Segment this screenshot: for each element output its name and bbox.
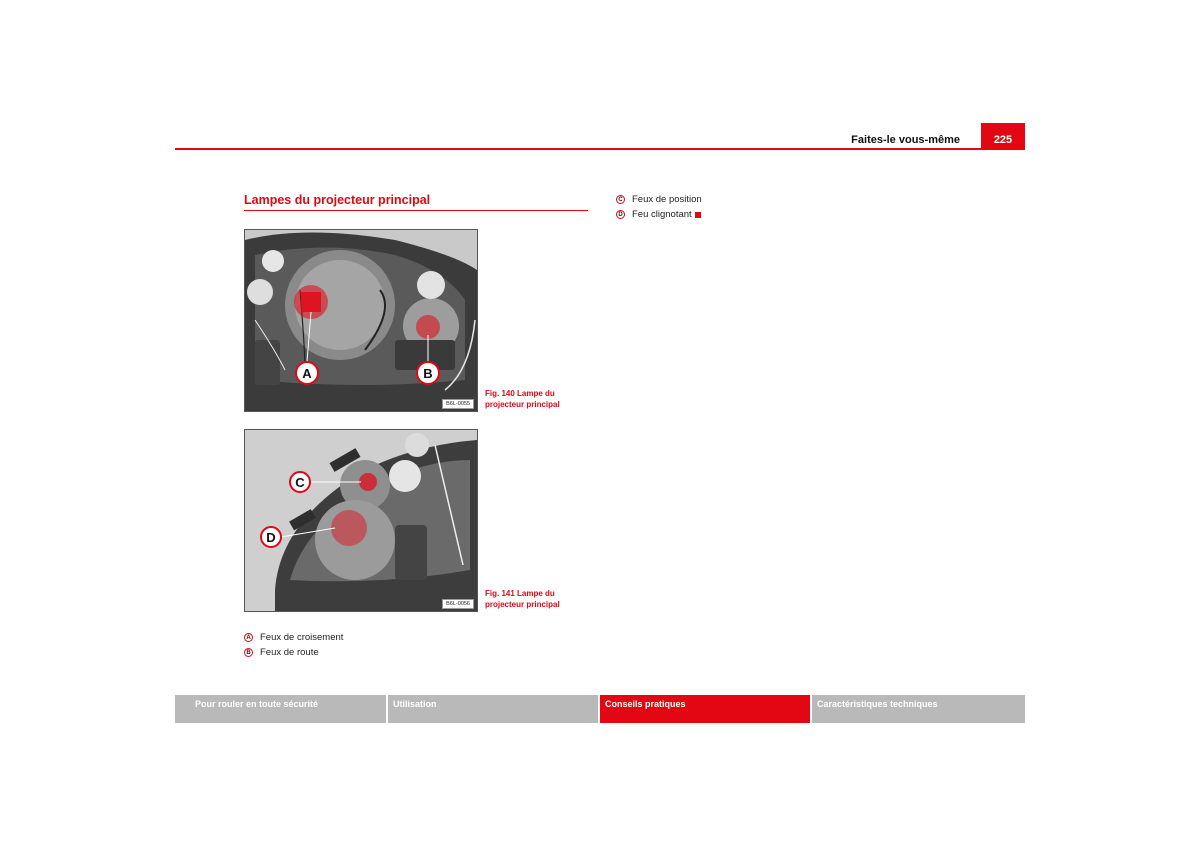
footer-nav [175, 695, 1025, 723]
svg-text:B: B [423, 366, 433, 381]
legend-letter-c: C [616, 195, 625, 204]
legend-letter-b: B [244, 648, 253, 657]
figure-141-caption: Fig. 141 Lampe du projecteur principal [485, 589, 560, 609]
bulb-d-highlight [331, 510, 367, 546]
figure-141-image [244, 429, 478, 612]
callout-b [417, 362, 439, 384]
tab-utilisation[interactable]: Utilisation [388, 695, 600, 723]
figure-code: B6L-0055 [442, 399, 474, 409]
legend-text: Feu clignotant [632, 209, 692, 220]
bulb-c-highlight [359, 473, 377, 491]
legend-text: Feux de croisement [260, 632, 344, 643]
figure-140-caption: Fig. 140 Lampe du projecteur principal [485, 389, 560, 409]
legend-text: Feux de route [260, 647, 319, 658]
legend-letter-a: A [244, 633, 253, 642]
figure-140-image [244, 229, 478, 412]
legend-right [616, 194, 702, 220]
svg-text:D: D [266, 530, 276, 545]
legend-item [244, 632, 343, 643]
callout-a [296, 362, 318, 384]
legend-item [616, 209, 702, 220]
svg-text:A: A [302, 366, 312, 381]
legend-item [244, 647, 343, 658]
legend-letter-d: D [616, 210, 625, 219]
section-title: Lampes du projecteur principal [244, 193, 431, 207]
tab-conseils-pratiques[interactable]: Conseils pratiques [600, 695, 812, 723]
header-rule [175, 148, 1025, 150]
legend-left [244, 632, 343, 658]
tab-caracteristiques-techniques[interactable]: Caractéristiques techniques [812, 695, 1025, 723]
legend-text: Feux de position [632, 194, 702, 205]
legend-item [616, 194, 702, 205]
callout-d [261, 527, 281, 547]
callout-c [290, 472, 310, 492]
page-number: 225 [981, 123, 1025, 148]
figure-code: B6L-0056 [442, 599, 474, 609]
running-header-title: Faites-le vous-même [851, 134, 960, 146]
section-rule [244, 210, 588, 211]
end-of-section-marker [695, 212, 701, 218]
svg-text:C: C [295, 475, 305, 490]
tab-pour-rouler-en-toute-securite[interactable]: Pour rouler en toute sécurité [175, 695, 388, 723]
